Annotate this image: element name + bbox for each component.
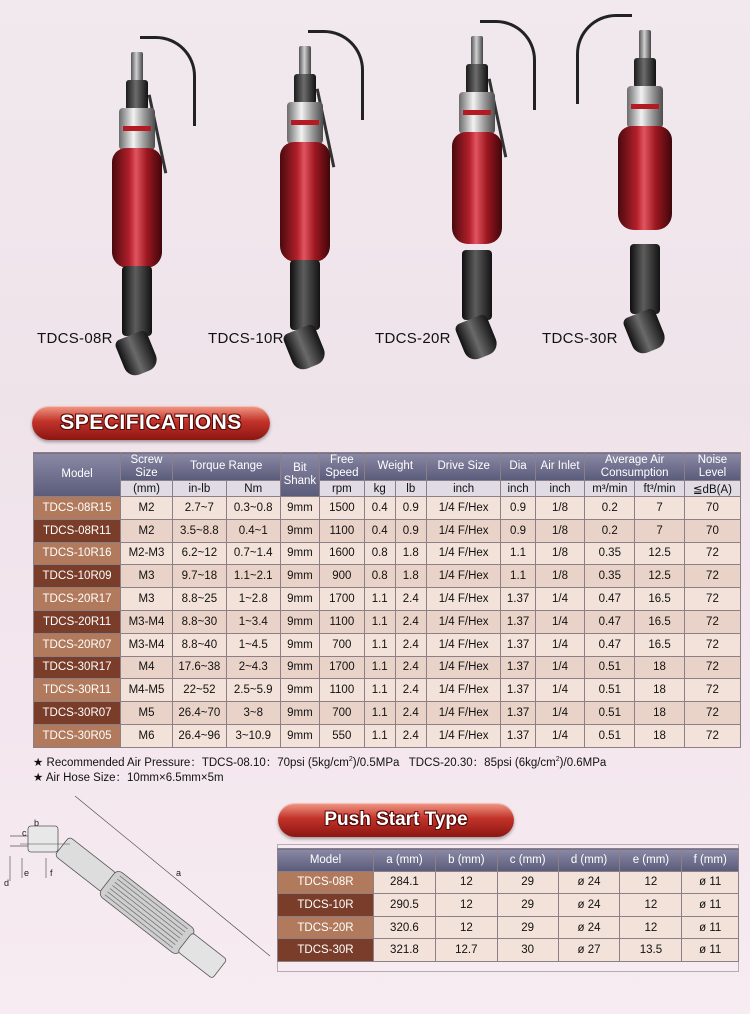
spec-cell: 1.1 [501, 542, 535, 565]
spec-cell: M2 [121, 519, 173, 542]
spec-cell: 1.37 [501, 588, 535, 611]
push-col-d: d (mm) [558, 849, 620, 872]
unit-lb: lb [395, 481, 426, 497]
spec-cell: 1~3.4 [226, 610, 280, 633]
col-header-drive-size: Drive Size [426, 453, 501, 481]
dim-label-a: a [176, 868, 182, 878]
spec-cell: 70 [684, 497, 740, 520]
spec-cell: 22~52 [172, 679, 226, 702]
push-cell: 320.6 [374, 916, 436, 939]
spec-model-cell: TDCS-08R15 [34, 497, 121, 520]
spec-cell: 7 [635, 497, 685, 520]
push-cell: ø 11 [682, 916, 739, 939]
note-air-pressure: ★ Recommended Air Pressure：TDCS-08.10：70psi $(5kg/cm^2)/0.5MPa$ TDCS-20.30：85psi $(6kg/cm^2)/0.6MPa$ [33, 756, 607, 769]
spec-model-cell: TDCS-20R11 [34, 610, 121, 633]
unit-inlet: inch [535, 481, 585, 497]
spec-cell: 0.2 [585, 497, 635, 520]
spec-cell: 18 [635, 702, 685, 725]
spec-row [34, 542, 741, 565]
spec-cell: 1.8 [395, 565, 426, 588]
spec-cell: 12.5 [635, 565, 685, 588]
spec-cell: 1.1 [364, 588, 395, 611]
spec-model-cell: TDCS-30R07 [34, 702, 121, 725]
push-cell: 12 [620, 894, 682, 917]
spec-cell: 1/4 F/Hex [426, 679, 501, 702]
spec-cell: M3-M4 [121, 610, 173, 633]
spec-cell: 1100 [320, 610, 365, 633]
push-row [278, 894, 739, 917]
spec-cell: M4 [121, 656, 173, 679]
notes [33, 752, 606, 786]
spec-cell: 1/8 [535, 497, 585, 520]
spec-cell: 1~4.5 [226, 633, 280, 656]
spec-cell: 1700 [320, 588, 365, 611]
spec-cell: 0.35 [585, 565, 635, 588]
spec-model-cell: TDCS-20R07 [34, 633, 121, 656]
push-cell: ø 27 [558, 939, 620, 962]
spec-cell: 2.4 [395, 588, 426, 611]
spec-cell: 1700 [320, 656, 365, 679]
unit-rpm: rpm [320, 481, 365, 497]
spec-cell: 1.37 [501, 633, 535, 656]
spec-cell: 1/4 F/Hex [426, 542, 501, 565]
push-model-cell: TDCS-30R [278, 939, 374, 962]
push-cell: 29 [497, 894, 558, 917]
col-header-dia: Dia [501, 453, 535, 481]
push-cell: 12 [435, 894, 497, 917]
spec-cell: 1/4 F/Hex [426, 656, 501, 679]
spec-cell: 1.1~2.1 [226, 565, 280, 588]
spec-cell: 3.5~8.8 [172, 519, 226, 542]
spec-cell: 12.5 [635, 542, 685, 565]
spec-cell: 0.9 [501, 497, 535, 520]
spec-cell: 72 [684, 656, 740, 679]
dim-label-f: f [50, 868, 53, 878]
spec-cell: 72 [684, 633, 740, 656]
col-header-average-air-consumption: Average Air Consumption [585, 453, 685, 481]
push-cell: ø 24 [558, 894, 620, 917]
spec-cell: M4-M5 [121, 679, 173, 702]
spec-cell: 9mm [280, 588, 319, 611]
push-col-e: e (mm) [620, 849, 682, 872]
spec-cell: 0.47 [585, 610, 635, 633]
push-cell: ø 11 [682, 871, 739, 894]
spec-cell: 0.4 [364, 497, 395, 520]
spec-cell: 700 [320, 702, 365, 725]
push-model-cell: TDCS-10R [278, 894, 374, 917]
spec-cell: 1/4 [535, 679, 585, 702]
spec-cell: 1.37 [501, 656, 535, 679]
col-header-torque-range: Torque Range [172, 453, 280, 481]
spec-cell: M3 [121, 588, 173, 611]
spec-cell: 1.1 [364, 610, 395, 633]
spec-row [34, 679, 741, 702]
unit-inlb: in-lb [172, 481, 226, 497]
push-row [278, 871, 739, 894]
spec-cell: 1/8 [535, 565, 585, 588]
spec-cell: 3~10.9 [226, 724, 280, 747]
spec-cell: 1.37 [501, 724, 535, 747]
spec-cell: 1/8 [535, 542, 585, 565]
push-row [278, 916, 739, 939]
spec-cell: 0.47 [585, 633, 635, 656]
spec-cell: 1.37 [501, 702, 535, 725]
dim-label-b: b [34, 818, 40, 828]
push-cell: ø 11 [682, 894, 739, 917]
spec-cell: M6 [121, 724, 173, 747]
spec-cell: 9mm [280, 724, 319, 747]
note-hose-text: Air Hose Size：10mm×6.5mm×5m [45, 771, 224, 784]
push-model-cell: TDCS-08R [278, 871, 374, 894]
spec-cell: 9mm [280, 702, 319, 725]
col-header-free-speed: Free Speed [320, 453, 365, 481]
push-cell: 12.7 [435, 939, 497, 962]
tool-label-tdcs-20r: TDCS-20R [375, 330, 451, 347]
unit-nm: Nm [226, 481, 280, 497]
spec-cell: 1/4 [535, 610, 585, 633]
spec-row [34, 724, 741, 747]
tool-label-tdcs-30r: TDCS-30R [542, 330, 618, 347]
spec-cell: 1/4 F/Hex [426, 588, 501, 611]
spec-cell: 72 [684, 679, 740, 702]
tool-label-tdcs-08r: TDCS-08R [37, 330, 113, 347]
spec-cell: 1/4 [535, 724, 585, 747]
push-col-a: a (mm) [374, 849, 436, 872]
spec-cell: 0.47 [585, 588, 635, 611]
spec-cell: 0.4~1 [226, 519, 280, 542]
spec-cell: 7 [635, 519, 685, 542]
col-header-noise-level: Noise Level [684, 453, 740, 481]
push-cell: 29 [497, 871, 558, 894]
push-cell: 284.1 [374, 871, 436, 894]
push-cell: 13.5 [620, 939, 682, 962]
push-cell: 290.5 [374, 894, 436, 917]
spec-cell: 1.8 [395, 542, 426, 565]
spec-cell: 0.8 [364, 565, 395, 588]
spec-cell: 1/4 F/Hex [426, 633, 501, 656]
dim-label-e: e [24, 868, 30, 878]
spec-cell: 16.5 [635, 610, 685, 633]
spec-cell: 1/4 F/Hex [426, 724, 501, 747]
spec-cell: 1.1 [364, 702, 395, 725]
spec-cell: 2.4 [395, 656, 426, 679]
spec-row [34, 656, 741, 679]
push-cell: 30 [497, 939, 558, 962]
spec-cell: 0.4 [364, 519, 395, 542]
unit-ft3: ft³/min [635, 481, 685, 497]
push-col-model: Model [278, 849, 374, 872]
push-cell: 12 [620, 871, 682, 894]
unit-m3: m³/min [585, 481, 635, 497]
push-cell: ø 24 [558, 871, 620, 894]
push-col-b: b (mm) [435, 849, 497, 872]
dim-label-c: c [22, 828, 27, 838]
spec-cell: 9mm [280, 542, 319, 565]
spec-cell: 0.7~1.4 [226, 542, 280, 565]
spec-cell: 70 [684, 519, 740, 542]
spec-cell: 1/4 F/Hex [426, 497, 501, 520]
spec-cell: 1.1 [364, 656, 395, 679]
push-start-title: Push Start Type [324, 809, 468, 830]
spec-row [34, 702, 741, 725]
spec-row [34, 633, 741, 656]
spec-cell: 9mm [280, 633, 319, 656]
spec-cell: 2.4 [395, 633, 426, 656]
spec-model-cell: TDCS-30R05 [34, 724, 121, 747]
push-cell: 321.8 [374, 939, 436, 962]
spec-row [34, 588, 741, 611]
spec-model-cell: TDCS-10R16 [34, 542, 121, 565]
spec-model-cell: TDCS-20R17 [34, 588, 121, 611]
spec-cell: 72 [684, 565, 740, 588]
spec-cell: 26.4~70 [172, 702, 226, 725]
spec-cell: 2~4.3 [226, 656, 280, 679]
spec-cell: 1100 [320, 519, 365, 542]
push-cell: ø 11 [682, 939, 739, 962]
spec-cell: 900 [320, 565, 365, 588]
spec-cell: 1.1 [364, 679, 395, 702]
spec-cell: 2.4 [395, 610, 426, 633]
spec-cell: 16.5 [635, 633, 685, 656]
spec-model-cell: TDCS-10R09 [34, 565, 121, 588]
spec-cell: 1/4 F/Hex [426, 565, 501, 588]
spec-cell: M3 [121, 565, 173, 588]
note-star: ★ [33, 771, 44, 784]
spec-cell: 0.9 [395, 497, 426, 520]
spec-cell: 18 [635, 679, 685, 702]
spec-cell: 1.1 [364, 724, 395, 747]
spec-cell: 1/4 [535, 588, 585, 611]
spec-cell: 72 [684, 588, 740, 611]
spec-cell: 0.35 [585, 542, 635, 565]
spec-cell: 1500 [320, 497, 365, 520]
dimension-diagram [0, 786, 275, 1014]
col-header-weight: Weight [364, 453, 426, 481]
specifications-title: SPECIFICATIONS [60, 411, 242, 434]
spec-cell: 18 [635, 724, 685, 747]
spec-cell: 9mm [280, 519, 319, 542]
note-air-hose [33, 771, 606, 786]
push-row [278, 939, 739, 962]
spec-cell: 9mm [280, 497, 319, 520]
spec-cell: 16.5 [635, 588, 685, 611]
push-cell: ø 24 [558, 916, 620, 939]
spec-cell: 3~8 [226, 702, 280, 725]
spec-cell: 2.4 [395, 679, 426, 702]
tool-image-tdcs-10r [250, 16, 360, 406]
spec-cell: 1/4 [535, 633, 585, 656]
spec-cell: M2 [121, 497, 173, 520]
push-col-c: c (mm) [497, 849, 558, 872]
specifications-table [33, 452, 741, 748]
spec-cell: 2.4 [395, 702, 426, 725]
spec-cell: 72 [684, 610, 740, 633]
spec-cell: M5 [121, 702, 173, 725]
spec-cell: 9.7~18 [172, 565, 226, 588]
spec-cell: 1.1 [501, 565, 535, 588]
spec-model-cell: TDCS-30R17 [34, 656, 121, 679]
spec-cell: 1.1 [364, 633, 395, 656]
spec-cell: 72 [684, 724, 740, 747]
spec-cell: 9mm [280, 656, 319, 679]
push-cell: 29 [497, 916, 558, 939]
spec-cell: 2.7~7 [172, 497, 226, 520]
spec-cell: 0.51 [585, 679, 635, 702]
push-cell: 12 [620, 916, 682, 939]
spec-cell: 550 [320, 724, 365, 747]
spec-row [34, 610, 741, 633]
spec-cell: 8.8~30 [172, 610, 226, 633]
spec-cell: 1~2.8 [226, 588, 280, 611]
push-cell: 12 [435, 871, 497, 894]
specifications-banner [32, 406, 270, 440]
spec-cell: 1/4 F/Hex [426, 610, 501, 633]
spec-cell: 1/8 [535, 519, 585, 542]
col-header-model: Model [34, 453, 121, 497]
spec-cell: 9mm [280, 679, 319, 702]
col-header-screw-size: Screw Size [121, 453, 173, 481]
spec-cell: 1100 [320, 679, 365, 702]
spec-cell: 1.37 [501, 679, 535, 702]
spec-cell: 0.2 [585, 519, 635, 542]
spec-cell: 72 [684, 702, 740, 725]
unit-drive: inch [426, 481, 501, 497]
spec-row [34, 497, 741, 520]
push-start-table [277, 848, 739, 962]
spec-cell: 1.37 [501, 610, 535, 633]
spec-cell: 1/4 F/Hex [426, 702, 501, 725]
push-model-cell: TDCS-20R [278, 916, 374, 939]
spec-cell: 0.3~0.8 [226, 497, 280, 520]
spec-cell: 9mm [280, 565, 319, 588]
spec-cell: M3-M4 [121, 633, 173, 656]
unit-dia: inch [501, 481, 535, 497]
spec-cell: 6.2~12 [172, 542, 226, 565]
spec-cell: 17.6~38 [172, 656, 226, 679]
diagram-dimension-lines [10, 796, 270, 956]
tool-label-tdcs-10r: TDCS-10R [208, 330, 284, 347]
spec-cell: 8.8~40 [172, 633, 226, 656]
tool-image-tdcs-08r [82, 22, 192, 412]
unit-kg: kg [364, 481, 395, 497]
spec-cell: 1/4 [535, 656, 585, 679]
spec-cell: 9mm [280, 610, 319, 633]
spec-cell: 0.51 [585, 656, 635, 679]
spec-cell: 0.51 [585, 724, 635, 747]
spec-model-cell: TDCS-08R11 [34, 519, 121, 542]
dim-label-d: d [4, 878, 10, 888]
col-header-air-inlet: Air Inlet [535, 453, 585, 481]
spec-model-cell: TDCS-30R11 [34, 679, 121, 702]
push-cell: 12 [435, 916, 497, 939]
spec-cell: 2.5~5.9 [226, 679, 280, 702]
spec-cell: 18 [635, 656, 685, 679]
spec-row [34, 519, 741, 542]
diagram-tool-outline [10, 826, 229, 982]
push-start-banner [278, 803, 514, 837]
spec-cell: 72 [684, 542, 740, 565]
spec-cell: 8.8~25 [172, 588, 226, 611]
note-pressure-text: Recommended Air Pressure：TDCS-08.10：70psi (5kg/cm [46, 756, 349, 769]
spec-cell: 0.9 [395, 519, 426, 542]
push-col-f: f (mm) [682, 849, 739, 872]
col-header-bit-shank: Bit Shank [280, 453, 319, 497]
spec-cell: 700 [320, 633, 365, 656]
unit-db: ≦dB(A) [684, 481, 740, 497]
unit-screw: (mm) [121, 481, 173, 497]
spec-cell: M2-M3 [121, 542, 173, 565]
spec-row [34, 565, 741, 588]
spec-cell: 1600 [320, 542, 365, 565]
spec-cell: 1/4 [535, 702, 585, 725]
note-star: ★ [33, 756, 44, 769]
spec-cell: 0.8 [364, 542, 395, 565]
spec-cell: 26.4~96 [172, 724, 226, 747]
spec-cell: 1/4 F/Hex [426, 519, 501, 542]
spec-cell: 2.4 [395, 724, 426, 747]
spec-cell: 0.51 [585, 702, 635, 725]
spec-cell: 0.9 [501, 519, 535, 542]
